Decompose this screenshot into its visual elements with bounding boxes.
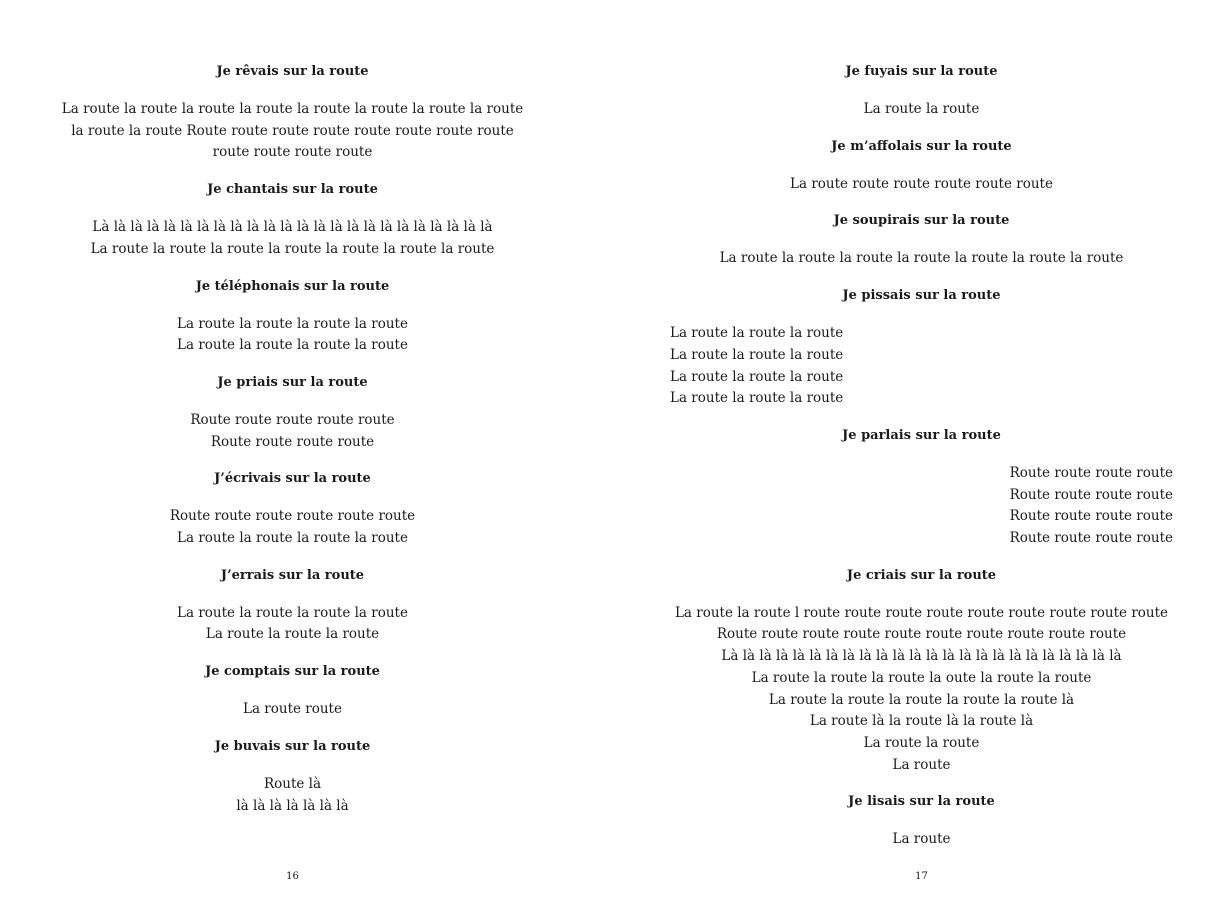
verse-line: La route la route la route la oute la route la route — [751, 669, 1092, 686]
verse-line: La route la route la route la route — [177, 315, 408, 332]
poem-section — [670, 137, 1173, 196]
verse-block — [670, 323, 1173, 410]
verse-line: Route route route route route — [190, 411, 395, 428]
section-heading: Je m’affolais sur la route — [831, 138, 1012, 154]
verse-block — [40, 99, 545, 164]
verse-line: Route là — [263, 775, 322, 792]
verse-line: La route la route — [863, 101, 980, 117]
section-heading: Je soupirais sur la route — [833, 213, 1010, 229]
section-heading: Je fuyais sur la route — [845, 64, 998, 79]
section-heading: J’errais sur la route — [220, 567, 365, 583]
poem-section — [40, 373, 545, 453]
verse-block — [40, 314, 545, 357]
verse-line: La route la route la route la route — [177, 337, 408, 354]
right-page-content — [670, 62, 1173, 867]
verse-block — [670, 463, 1173, 550]
verse-line: La route la route la route la route — [177, 530, 408, 547]
verse-block — [670, 248, 1173, 270]
poem-section — [670, 286, 1173, 410]
verse-line: La route la route l route route route route route route route route route — [674, 604, 1169, 621]
section-heading: Je lisais sur la route — [848, 794, 995, 810]
verse-line: route route route route — [212, 144, 373, 161]
verse-line: là là là là là là là — [236, 797, 349, 814]
section-heading: Je comptais sur la route — [205, 664, 380, 680]
verse-line: La route la route la route — [205, 626, 380, 643]
poem-section — [40, 180, 545, 260]
verse-line: La route la route la route la route la route la route la route — [90, 240, 495, 257]
verse-line: La route la route la route — [670, 368, 844, 385]
poem-section — [670, 211, 1173, 270]
verse-line: La route la route la route la route la route la route la route la route — [61, 101, 524, 117]
page-number-right: 17 — [915, 871, 928, 882]
verse-line: Route route route route — [1009, 508, 1173, 525]
verse-line: La route route — [243, 701, 342, 718]
verse-line: Là là là là là là là là là là là là là là là là là là là là là là là là — [92, 219, 493, 236]
verse-block — [40, 774, 545, 817]
page-number-left: 16 — [286, 871, 299, 882]
verse-block — [40, 410, 545, 453]
section-heading: Je buvais sur la route — [214, 738, 371, 754]
section-heading: Je chantais sur la route — [207, 182, 378, 198]
verse-line: Route route route route route route — [169, 508, 416, 525]
verse-line: Route route route route route route route route route route — [716, 626, 1127, 643]
poem-section — [40, 62, 545, 164]
section-heading: Je priais sur la route — [217, 374, 368, 390]
verse-line: La route la route la route la route la route la route la route — [719, 250, 1124, 267]
verse-block — [670, 174, 1173, 196]
poem-section — [40, 566, 545, 646]
verse-line: Route route route route — [1009, 530, 1173, 547]
left-page-content — [40, 62, 545, 833]
verse-line: La route — [892, 831, 951, 848]
poem-section — [40, 662, 545, 721]
verse-line: Là là là là là là là là là là là là là là là là là là là là là là là là — [721, 648, 1122, 665]
poem-section — [670, 426, 1173, 550]
verse-line: la route la route Route route route route route route route route — [71, 122, 514, 139]
section-heading: Je rêvais sur la route — [216, 64, 369, 79]
verse-line: La route — [892, 756, 951, 773]
section-heading: Je téléphonais sur la route — [195, 278, 390, 294]
verse-line: La route la route la route la route la route là — [768, 691, 1075, 708]
poem-section — [670, 792, 1173, 851]
poem-section — [40, 737, 545, 817]
verse-block — [670, 99, 1173, 121]
section-heading: Je pissais sur la route — [842, 288, 1001, 304]
verse-line: La route là la route là la route là — [809, 713, 1034, 730]
verse-line: La route la route la route — [670, 325, 844, 342]
verse-line: Route route route route — [1009, 464, 1173, 481]
verse-line: Route route route route — [210, 433, 375, 450]
poem-section — [40, 469, 545, 549]
section-heading: Je parlais sur la route — [842, 427, 1001, 443]
verse-line: La route route route route route route — [790, 175, 1053, 192]
left-page — [40, 0, 545, 913]
poem-section — [40, 277, 545, 357]
verse-block — [670, 829, 1173, 851]
verse-block — [670, 603, 1173, 777]
verse-line: Route route route route — [1009, 486, 1173, 503]
verse-line: La route la route la route — [670, 390, 844, 407]
verse-line: La route la route — [863, 734, 980, 751]
verse-line: La route la route la route — [670, 346, 844, 363]
verse-line: La route la route la route la route — [177, 604, 408, 621]
poem-section — [670, 566, 1173, 777]
verse-block — [40, 699, 545, 721]
right-page — [670, 0, 1173, 913]
verse-block — [40, 603, 545, 646]
verse-block — [40, 217, 545, 260]
poem-section — [670, 62, 1173, 121]
section-heading: J’écrivais sur la route — [214, 471, 371, 487]
section-heading: Je criais sur la route — [846, 567, 997, 583]
verse-block — [40, 506, 545, 549]
